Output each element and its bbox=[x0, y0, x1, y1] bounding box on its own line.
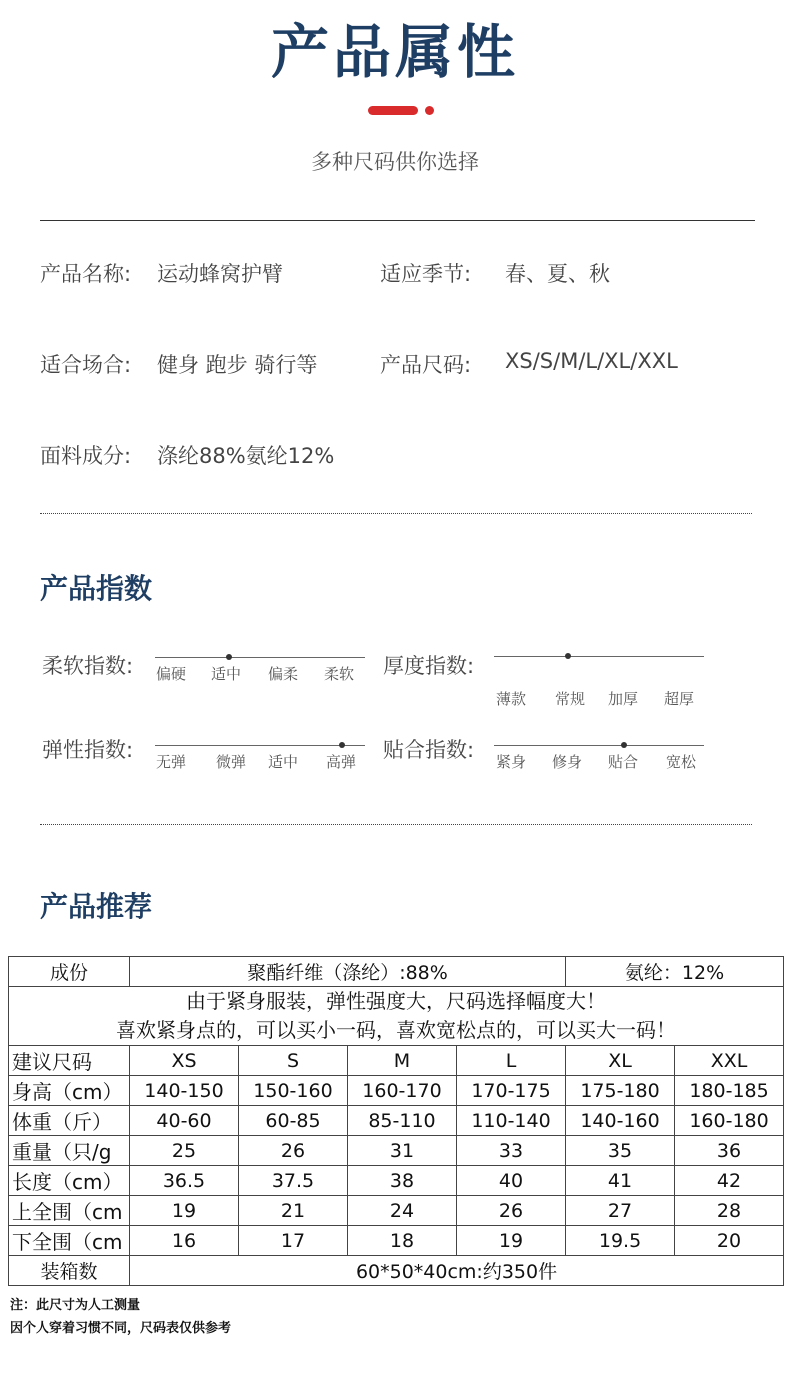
size-note bbox=[9, 987, 784, 1046]
fit-index-label: 贴合指数: bbox=[383, 738, 475, 762]
table-cell: 26 bbox=[457, 1196, 566, 1226]
table-cell: 60-85 bbox=[239, 1106, 348, 1136]
note-row bbox=[9, 987, 784, 1046]
table-cell: 110-140 bbox=[457, 1106, 566, 1136]
season-value: 春、夏、秋 bbox=[505, 262, 610, 286]
softness-option: 偏柔 bbox=[268, 665, 299, 683]
elasticity-option: 高弹 bbox=[326, 753, 357, 771]
size-note-line: 喜欢紧身点的，可以买小一码，喜欢宽松点的，可以买大一码！ bbox=[116, 1018, 677, 1042]
title-accent-bar bbox=[368, 106, 418, 115]
packing-value: 60*50*40cm:约350件 bbox=[130, 1256, 784, 1286]
size-header-cell: M bbox=[348, 1046, 457, 1076]
softness-scale-line bbox=[155, 657, 365, 658]
table-cell: 18 bbox=[348, 1226, 457, 1256]
table-cell: 33 bbox=[457, 1136, 566, 1166]
table-cell: 42 bbox=[675, 1166, 784, 1196]
product-name-value: 运动蜂窝护臂 bbox=[157, 262, 283, 286]
table-row bbox=[9, 1196, 784, 1226]
table-cell: 85-110 bbox=[348, 1106, 457, 1136]
fabric-value: 涤纶88%氨纶12% bbox=[157, 444, 335, 468]
softness-option: 偏硬 bbox=[156, 665, 187, 683]
table-row bbox=[9, 1166, 784, 1196]
elasticity-scale-line bbox=[155, 745, 365, 746]
packing-row bbox=[9, 1256, 784, 1286]
table-cell: 25 bbox=[130, 1136, 239, 1166]
table-cell: 160-170 bbox=[348, 1076, 457, 1106]
header-divider bbox=[40, 220, 755, 221]
table-cell: 140-150 bbox=[130, 1076, 239, 1106]
table-row bbox=[9, 1106, 784, 1136]
thickness-option: 薄款 bbox=[496, 690, 527, 708]
softness-index-label: 柔软指数: bbox=[42, 654, 134, 678]
table-cell: 37.5 bbox=[239, 1166, 348, 1196]
row-label: 上全围（cm bbox=[9, 1196, 130, 1226]
size-header-cell: XXL bbox=[675, 1046, 784, 1076]
table-row bbox=[9, 1076, 784, 1106]
table-cell: 16 bbox=[130, 1226, 239, 1256]
table-cell: 36.5 bbox=[130, 1166, 239, 1196]
table-cell: 150-160 bbox=[239, 1076, 348, 1106]
sizes-label: 建议尺码 bbox=[9, 1046, 130, 1076]
fit-option: 贴合 bbox=[608, 753, 639, 771]
softness-option: 柔软 bbox=[324, 665, 355, 683]
table-cell: 38 bbox=[348, 1166, 457, 1196]
section-divider bbox=[40, 824, 752, 825]
composition-second: 氨纶：12% bbox=[566, 957, 784, 987]
product-name-label: 产品名称: bbox=[40, 262, 132, 286]
composition-main: 聚酯纤维（涤纶）:88% bbox=[130, 957, 566, 987]
thickness-option: 超厚 bbox=[664, 690, 695, 708]
table-cell: 40 bbox=[457, 1166, 566, 1196]
indices-title: 产品指数 bbox=[40, 572, 153, 605]
thickness-index-label: 厚度指数: bbox=[383, 654, 475, 678]
page-subtitle: 多种尺码供你选择 bbox=[311, 150, 479, 174]
fabric-label: 面料成分: bbox=[40, 444, 132, 468]
composition-row bbox=[9, 957, 784, 987]
fit-option: 紧身 bbox=[496, 753, 527, 771]
table-cell: 19.5 bbox=[566, 1226, 675, 1256]
elasticity-option: 微弹 bbox=[216, 753, 247, 771]
table-cell: 19 bbox=[130, 1196, 239, 1226]
thickness-scale-marker bbox=[565, 653, 571, 659]
table-cell: 31 bbox=[348, 1136, 457, 1166]
elasticity-option: 无弹 bbox=[156, 753, 187, 771]
fit-option: 修身 bbox=[552, 753, 583, 771]
footnote-reference: 因个人穿着习惯不同，尺码表仅供参考 bbox=[10, 1321, 232, 1336]
size-header-cell: XL bbox=[566, 1046, 675, 1076]
table-cell: 24 bbox=[348, 1196, 457, 1226]
size-value: XS/S/M/L/XL/XXL bbox=[505, 349, 678, 373]
row-label: 重量（只/g bbox=[9, 1136, 130, 1166]
page-title: 产品属性 bbox=[270, 18, 519, 86]
size-header-cell: XS bbox=[130, 1046, 239, 1076]
composition-label: 成份 bbox=[9, 957, 130, 987]
table-cell: 36 bbox=[675, 1136, 784, 1166]
table-cell: 160-180 bbox=[675, 1106, 784, 1136]
softness-scale-marker bbox=[226, 654, 232, 660]
occasion-label: 适合场合: bbox=[40, 353, 132, 377]
fit-scale-line bbox=[494, 745, 704, 746]
size-note-line: 由于紧身服装，弹性强度大，尺码选择幅度大！ bbox=[186, 989, 607, 1013]
title-accent-dot bbox=[425, 106, 434, 115]
table-cell: 140-160 bbox=[566, 1106, 675, 1136]
table-cell: 180-185 bbox=[675, 1076, 784, 1106]
table-cell: 17 bbox=[239, 1226, 348, 1256]
thickness-scale-line bbox=[494, 656, 704, 657]
table-cell: 26 bbox=[239, 1136, 348, 1166]
size-label: 产品尺码: bbox=[380, 353, 472, 377]
row-label: 身高（cm） bbox=[9, 1076, 130, 1106]
table-cell: 170-175 bbox=[457, 1076, 566, 1106]
row-label: 长度（cm） bbox=[9, 1166, 130, 1196]
footnote-measure: 注：此尺寸为人工测量 bbox=[10, 1298, 141, 1313]
table-cell: 175-180 bbox=[566, 1076, 675, 1106]
fit-scale-marker bbox=[621, 742, 627, 748]
table-cell: 28 bbox=[675, 1196, 784, 1226]
table-cell: 40-60 bbox=[130, 1106, 239, 1136]
section-divider bbox=[40, 513, 752, 514]
elasticity-scale-marker bbox=[339, 742, 345, 748]
table-cell: 20 bbox=[675, 1226, 784, 1256]
table-cell: 21 bbox=[239, 1196, 348, 1226]
thickness-option: 常规 bbox=[555, 690, 586, 708]
elasticity-index-label: 弹性指数: bbox=[42, 738, 134, 762]
thickness-option: 加厚 bbox=[608, 690, 639, 708]
table-row bbox=[9, 1136, 784, 1166]
fit-option: 宽松 bbox=[666, 753, 697, 771]
size-table bbox=[8, 956, 784, 1286]
softness-option: 适中 bbox=[211, 665, 242, 683]
recommend-title: 产品推荐 bbox=[40, 890, 153, 923]
elasticity-option: 适中 bbox=[268, 753, 299, 771]
row-label: 体重（斤） bbox=[9, 1106, 130, 1136]
sizes-header-row bbox=[9, 1046, 784, 1076]
table-row bbox=[9, 1226, 784, 1256]
table-cell: 27 bbox=[566, 1196, 675, 1226]
table-cell: 19 bbox=[457, 1226, 566, 1256]
occasion-value: 健身 跑步 骑行等 bbox=[157, 353, 318, 377]
row-label: 下全围（cm bbox=[9, 1226, 130, 1256]
size-header-cell: L bbox=[457, 1046, 566, 1076]
table-cell: 35 bbox=[566, 1136, 675, 1166]
size-header-cell: S bbox=[239, 1046, 348, 1076]
season-label: 适应季节: bbox=[380, 262, 472, 286]
packing-label: 装箱数 bbox=[9, 1256, 130, 1286]
table-cell: 41 bbox=[566, 1166, 675, 1196]
